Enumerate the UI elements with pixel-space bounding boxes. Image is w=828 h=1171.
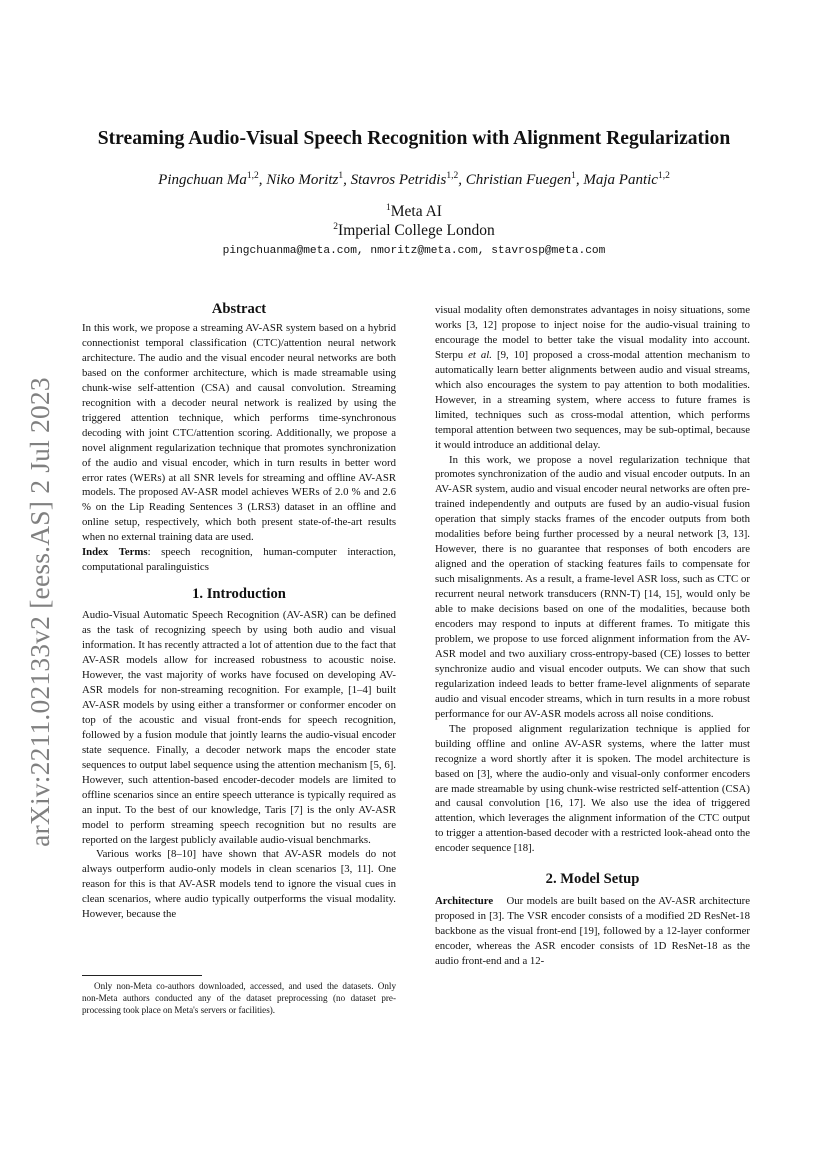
author: Stavros Petridis$^{1,2}$,: [350, 171, 466, 188]
author: Christian Fuegen$^1$,: [465, 171, 584, 188]
right-column: [435, 303, 750, 969]
author: Pingchuan Ma$^{1,2}$,: [158, 171, 267, 188]
affiliation-1: $^1$Meta AI: [386, 203, 442, 221]
right-paragraph-3: The proposed alignment regularization technique is applied for building offline and online AV-ASR systems, where the latter must recognize a word shortly after it is spoken. The model architecture is based on [3], where the audio-only and visual-only conformer encoders are made streamable by using chunk-wise restricted self-attention (CSA) and causal convolution [16, 17]. We also use the idea of triggered attention, which leverages the alignment information of the CTC output to trigger a attention-based decoder with a restricted look-ahead onto the encoder sequence [18].: [435, 722, 750, 855]
architecture-paragraph: Architecture Our models are built based on the AV-ASR architecture proposed in [3]. The VSR encoder consists of a modified 2D ResNet-18 backbone as the visual front-end [19], followed by a 12-layer conformer encoder, whereas the ASR encoder consists of 1D ResNet-18 as the audio front-end and a 12-: [435, 895, 751, 968]
right-paragraph-1: visual modality often demonstrates advantages in noisy situations, some works [3, 12] propose to inject noise for the audio-visual training to encourage the model to better take the visual modality into account. Sterpu et al. [9, 10] proposed a cross-modal attention mechanism to automatically learn better alignments between audio and visual streams, which also encourages the system to pay attention to both modalities. However, in a streaming system, where access to future frames is limited, techniques such as cross-modal attention, which performs temporal attention between two sequences, may be sub-optimal, because it would introduce an additional delay.: [435, 304, 750, 451]
author-list: [0, 171, 828, 189]
abstract-heading: Abstract: [211, 301, 267, 317]
index-terms: Index Terms: speech recognition, human-computer interaction, computational paralinguistics: [82, 546, 396, 574]
arxiv-id: arXiv:2211.02133v2 [eess.AS] 2 Jul 2023: [24, 377, 55, 847]
footnote-block: [82, 975, 396, 1016]
footnote-text: Only non-Meta co-authors downloaded, accessed, and used the datasets. Only non-Meta authors conducted any of the dataset preprocessing (no dataset pre-processing took place on Meta's servers or facilities).: [82, 981, 396, 1015]
intro-heading: 1. Introduction: [192, 586, 286, 603]
model-setup-heading: 2. Model Setup: [545, 871, 640, 888]
affiliation-2: $^2$Imperial College London: [333, 222, 495, 240]
intro-paragraph-2: Various works [8–10] have shown that AV-ASR models do not always outperform audio-only models in clean scenarios [3, 11]. One reason for this is that AV-ASR models tend to ignore the visual cues in clean scenarios, where audio typically outperforms the visual modality. However, because the: [82, 848, 396, 921]
paper-title: Streaming Audio-Visual Speech Recognition with Alignment Regularization: [97, 128, 731, 149]
arxiv-sidebar-stamp: [20, 372, 60, 852]
intro-paragraph-1: Audio-Visual Automatic Speech Recognition (AV-ASR) can be defined as the task of recognizing speech by using both audio and visual information. It has recently attracted a lot of attention due to the fact that AV-ASR models allow for increased robustness to acoustic noise. However, the vast majority of works have focused on developing AV-ASR models for non-streaming recognition. For example, [1–4] built AV-ASR models by using either a transformer or conformer encoder on top of the acoustic and visual front-ends for speech recognition, followed by a fusion module that jointly learns the audio-visual encoder state sequence. Finally, a decoder network maps the encoder state sequences to output label sequence using the attention mechanism [5, 6]. However, such attention-based encoder-decoder models are limited to offline scenarios since an entire speech utterance is typically required as an input. To the best of our knowledge, Taris [7] is the only AV-ASR model to perform streaming speech recognition but no results are reported on the largest publicly available audio-visual benchmarks.: [82, 609, 396, 846]
author-emails: pingchuanma@meta.com, nmoritz@meta.com, stavrosp@meta.com: [222, 245, 606, 257]
right-paragraph-2: In this work, we propose a novel regularization technique that promotes synchronization of the audio and visual encoder outputs. In an AV-ASR system, audio and visual encoder neural networks are often pre-trained independently and outputs are fused by an audio-visual fusion operation that simply stacks frames of the encoder outputs from both modalities before being further processed by a neural network [3, 13]. However, there is no guarantee that responses of both encoders are aligned and the operation of stacking features fails to compensate for such misalignments. As a result, a frame-level ASR loss, such as CTC or recurrent neural network transducers (RNN-T) [14, 15], would only be able to make decisions based on one of the modalities, because both encoders may respond to inputs at different frames. To mitigate this problem, we propose to use forced alignment information from the AV-ASR model and two auxiliary cross-entropy-based (CE) losses to better synchronize audio and visual encoder outputs. We can show that such regularization indeed leads to better frame-level alignments of separate audio and visual encoder streams, which in turn results in a more robust performance for our AV-ASR models across all noise conditions.: [435, 453, 750, 720]
author: Maja Pantic$^{1,2}$: [583, 171, 670, 188]
author: Niko Moritz$^1$,: [266, 171, 351, 188]
abstract-text: In this work, we propose a streaming AV-ASR system based on a hybrid connectionist temporal classification (CTC)/attention neural network architecture. The audio and the visual encoder neural networks are both based on the conformer architecture, which is made streamable using chunk-wise self-attention (CSA) and causal convolution. Streaming recognition with a decoder neural network is realized by using the triggered attention technique, which performs time-synchronous decoding with joint CTC/attention scoring. Additionally, we propose a novel alignment regularization technique that promotes synchronization of the audio and visual encoder, which in turn results in better word error rates (WERs) at all SNR levels for streaming and offline AV-ASR models. The proposed AV-ASR model achieves WERs of 2.0 % and 2.6 % on the Lip Reading Sentences 3 (LRS3) dataset in an offline and online setup, respectively, which both present state-of-the-art results when no external training data are used.: [82, 322, 396, 544]
left-column: [82, 300, 396, 922]
footnote-rule: [82, 975, 202, 976]
